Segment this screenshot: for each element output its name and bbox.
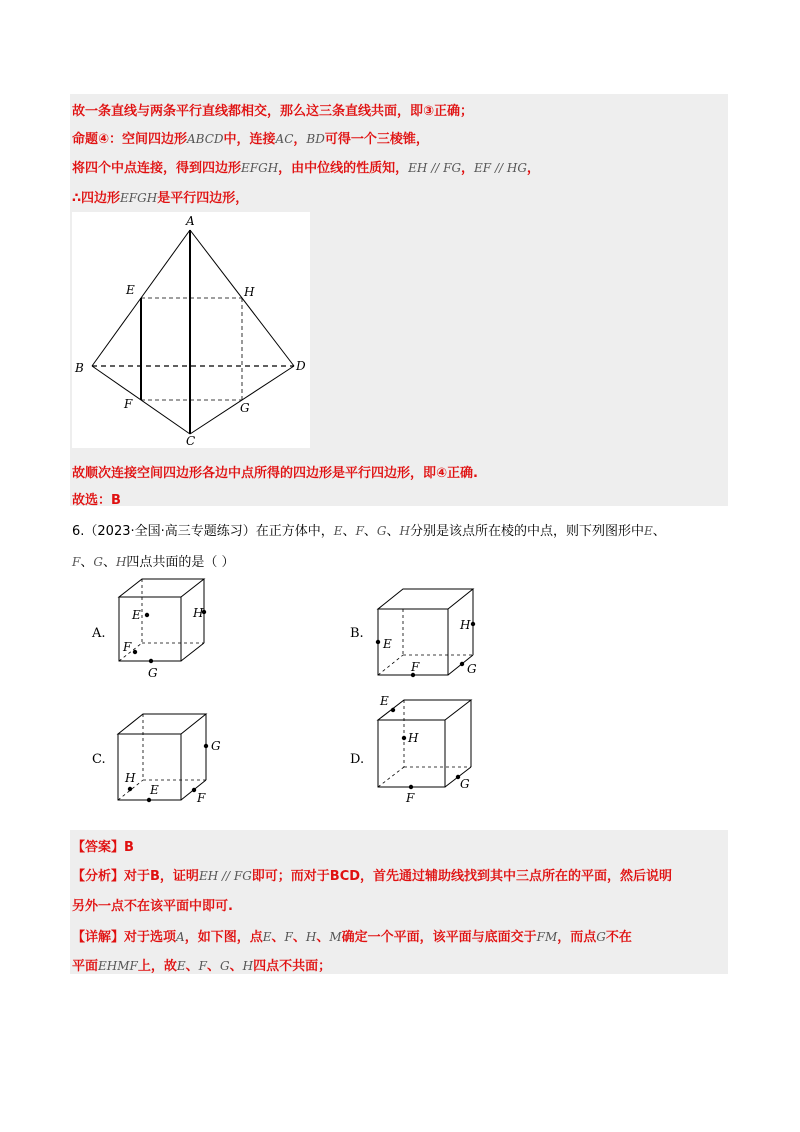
choice-line: 故选：B <box>72 493 121 508</box>
label-H: H <box>244 285 255 299</box>
label-G: G <box>240 401 250 415</box>
cube-b-label-e: E <box>383 637 392 651</box>
cube-option-d <box>375 690 487 810</box>
label-F: F <box>124 397 133 411</box>
analysis-line-2: 另外一点不在该平面中即可. <box>72 899 233 914</box>
conclusion-line: 故顺次连接空间四边形各边中点所得的四边形是平行四边形，即④正确. <box>72 466 478 481</box>
solution-line-1: 故一条直线与两条平行直线都相交，那么这三条直线共面，即③正确； <box>72 104 474 119</box>
option-b-label: B. <box>350 626 364 641</box>
option-a-label: A. <box>92 626 106 641</box>
cube-option-a <box>115 575 220 685</box>
cube-d-label-h: H <box>408 731 419 745</box>
solution-line-3: 将四个中点连接，得到四边形EFGH，由中位线的性质知，EH // FG，EF // HG， <box>72 161 540 176</box>
cube-a-label-h: H <box>193 606 204 620</box>
cube-c-label-h: H <box>125 771 136 785</box>
cube-d-label-e: E <box>380 694 389 708</box>
cube-c-label-g: G <box>211 739 221 753</box>
cube-a-label-e: E <box>132 608 141 622</box>
cube-a-label-f: F <box>123 640 132 654</box>
label-D: D <box>296 359 306 373</box>
analysis-line-1: 【分析】对于B，证明EH // FG即可；而对于BCD，首先通过辅助线找到其中三点所在的平面，然后说明 <box>72 869 673 884</box>
cube-option-b <box>375 585 487 680</box>
question-line-1: 6.（2023·全国·高三专题练习）在正方体中，E、F、G、H分别是该点所在棱的中点，则下列图形中E、 <box>72 524 666 539</box>
label-C: C <box>186 434 196 448</box>
cube-b-label-f: F <box>411 660 420 674</box>
detail-line-1: 【详解】对于选项A，如下图，点E、F、H、M确定一个平面，该平面与底面交于FM，而点G不在 <box>72 930 632 945</box>
option-c-label: C. <box>92 752 106 767</box>
solution-line-4: ∴四边形EFGH是平行四边形， <box>72 191 249 206</box>
solution-line-2: 命题④：空间四边形ABCD中，连接AC，BD可得一个三棱锥， <box>72 132 429 147</box>
label-A: A <box>186 214 195 228</box>
label-B: B <box>75 361 84 375</box>
cube-option-c <box>115 710 227 805</box>
answer-line: 【答案】B <box>72 840 134 855</box>
question-line-2: F、G、H四点共面的是（ ） <box>72 555 235 570</box>
cube-a-label-g: G <box>148 666 158 680</box>
cube-d-label-f: F <box>406 791 415 805</box>
option-d-label: D. <box>350 752 365 767</box>
cube-b-label-g: G <box>467 662 477 676</box>
detail-line-2: 平面EHMF上，故E、F、G、H四点不共面； <box>72 959 332 974</box>
cube-d-label-g: G <box>460 777 470 791</box>
cube-c-label-f: F <box>197 791 206 805</box>
cube-b-label-h: H <box>460 618 471 632</box>
cube-c-label-e: E <box>150 783 159 797</box>
tetrahedron-figure <box>72 212 310 448</box>
label-E: E <box>126 283 135 297</box>
